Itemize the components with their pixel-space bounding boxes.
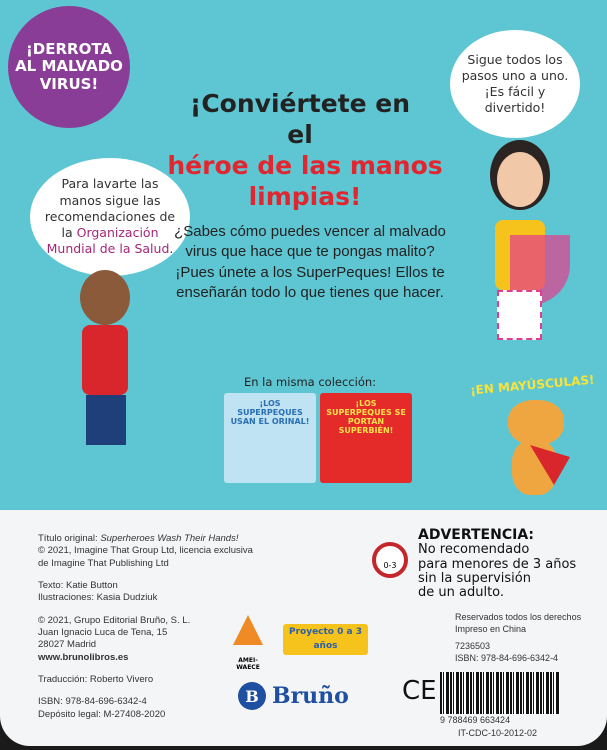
boy-superhero-illustration <box>60 270 150 450</box>
bruno-logo: B Bruño <box>238 682 349 710</box>
credits: Título original: Superheroes Wash Their Hands! © 2021, Imagine That Group Ltd, licencia exclusiva de Imagine That Publishing Ltd Texto: Katie Button Ilustraciones: Kasia Dudziuk © 2021, Grupo Editorial Bruño, S. L. Juan Ignacio Luca de Tena, 15 28027 Madrid www.brunolibros.es Traducción: Roberto Vivero ISBN: 978-84-696-6342-4 Depósito legal: M-27408-2020 <box>38 533 278 721</box>
description: ¿Sabes cómo puedes vencer al malvado virus que hace que te pongas malito? ¡Pues únete a los SuperPeques! Ellos te enseñarán todo lo que tienes que hacer. <box>174 223 446 301</box>
book-thumbnail-orinal[interactable]: ¡LOS SUPERPEQUES USAN EL ORINAL! <box>224 393 316 483</box>
rights-info: Reservados todos los derechos Impreso en China 7236503 ISBN: 978-84-696-6342-4 <box>455 612 582 664</box>
ce-mark: CE <box>402 676 437 706</box>
speech-bubble-left: Para lavarte las manos sigue las recomendaciones de la Organización Mundial de la Salud. <box>30 158 190 276</box>
barcode-digits: 9 788469 663424 <box>440 715 511 725</box>
barcode <box>440 672 560 714</box>
speech-bubble-right: Sigue todos los pasos uno a uno. ¡Es fácil y divertido! <box>450 30 580 138</box>
cat-illustration <box>500 400 570 500</box>
amei-waece-logo: AMEI-WAECE <box>228 615 268 673</box>
who-link: Organización Mundial de la Salud <box>46 225 170 257</box>
bruno-b-icon: B <box>238 682 266 710</box>
website-link[interactable]: www.brunolibros.es <box>38 651 129 663</box>
girl-superhero-illustration <box>465 140 575 350</box>
virus-badge: ¡DERROTA AL MALVADO VIRUS! <box>14 12 124 122</box>
proyecto-0-3-logo: Proyecto 0 a 3 años <box>283 612 368 672</box>
age-warning-icon: 0-3 <box>372 542 408 578</box>
caps-note: ¡EN MAYÚSCULAS! <box>469 372 596 398</box>
book-thumbnail-portan[interactable]: ¡LOS SUPERPEQUES SE PORTAN SUPERBIÉN! <box>320 393 412 483</box>
headline: ¡Conviértete en el <box>189 89 411 150</box>
warning-block: ADVERTENCIA: No recomendado para menores de 3 años sin la supervisión de un adulto. <box>418 527 577 601</box>
collection-label: En la misma colección: <box>243 375 377 389</box>
print-code: IT-CDC-10-2012-02 <box>458 728 538 738</box>
headline-highlight: héroe de las manos limpias! <box>167 151 443 212</box>
